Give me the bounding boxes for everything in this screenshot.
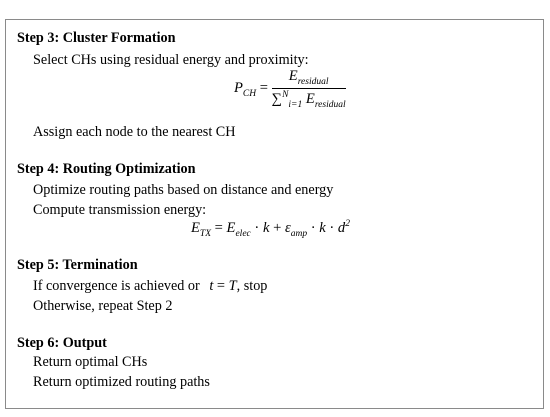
- eq-etx-plus: +: [269, 219, 285, 236]
- eq-pch-denominator: [272, 89, 346, 110]
- eq-pch-den-e: E: [305, 90, 315, 107]
- step6-line2: Return optimized routing paths: [33, 374, 210, 390]
- eq-etx-d: d: [337, 219, 346, 236]
- eq-pch-equals: =: [259, 80, 269, 97]
- eq-etx-e1: E: [226, 219, 236, 236]
- eq-etx-e1-sub: elec: [235, 228, 251, 239]
- step5-line2: Otherwise, repeat Step 2: [33, 298, 173, 314]
- step4-heading: Step 4: Routing Optimization: [17, 161, 196, 177]
- eq-pch-fraction: [272, 68, 346, 110]
- eq-etx-k2: k: [319, 219, 326, 236]
- step4-line1: Optimize routing paths based on distance and energy: [33, 182, 334, 198]
- eq-etx-dot2: ·: [307, 219, 320, 236]
- eq-pch-num-e: E: [288, 68, 298, 84]
- eq-etx-d-sup: 2: [345, 219, 350, 229]
- eq-pch-num-sub: residual: [297, 76, 329, 87]
- step3-heading: Step 3: Cluster Formation: [17, 30, 176, 46]
- step5-line1-post: , stop: [236, 278, 268, 294]
- eq-etx-eps: ε: [284, 219, 291, 236]
- eq-pch-numerator: [272, 68, 346, 89]
- eq-etx-lhs: E: [191, 219, 200, 236]
- eq-term-equals: =: [213, 278, 229, 294]
- step3-line2: Assign each node to the nearest CH: [33, 124, 236, 140]
- step4-line2: Compute transmission energy:: [33, 202, 207, 218]
- eq-term-t: t: [209, 278, 214, 294]
- eq-pch-sum: ∑: [271, 90, 283, 107]
- equation-termination: [209, 278, 236, 294]
- step5-line1-pre: If convergence is achieved or: [33, 278, 200, 294]
- eq-term-T: T: [228, 278, 237, 294]
- step3-line1: Select CHs using residual energy and proximity:: [33, 52, 309, 68]
- equation-etx: [191, 219, 350, 239]
- eq-etx-dot3: ·: [325, 219, 338, 236]
- eq-pch-sum-sub: i=1: [288, 99, 303, 110]
- eq-pch-lhs-sub: CH: [242, 89, 257, 100]
- eq-pch-sum-sup: N: [282, 89, 289, 100]
- eq-pch-lhs: P: [234, 80, 243, 97]
- eq-etx-eps-sub: amp: [290, 228, 308, 239]
- eq-etx-lhs-sub: TX: [199, 228, 212, 239]
- step6-line1: Return optimal CHs: [33, 354, 148, 370]
- equation-pch: [234, 68, 346, 110]
- step6-heading: Step 6: Output: [17, 335, 107, 351]
- eq-pch-den-sub: residual: [314, 99, 346, 110]
- step5-heading: Step 5: Termination: [17, 257, 138, 273]
- step5-line1: [33, 277, 267, 295]
- eq-etx-equals: =: [211, 219, 227, 236]
- eq-etx-dot1: ·: [250, 219, 263, 236]
- eq-etx-k1: k: [262, 219, 270, 236]
